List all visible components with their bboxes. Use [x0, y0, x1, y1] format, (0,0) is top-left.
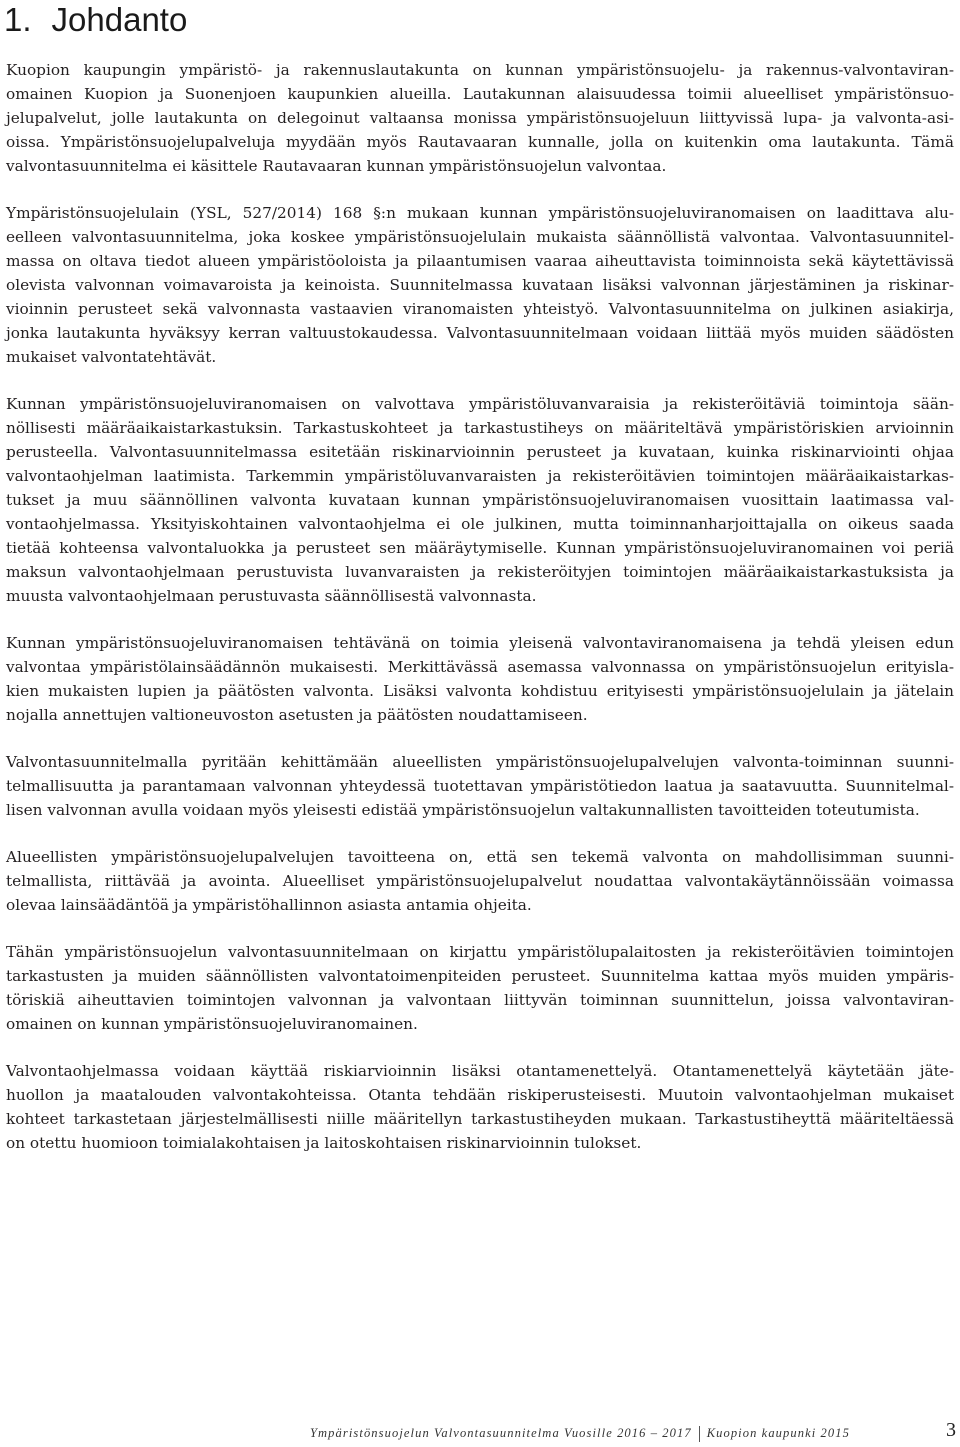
text-line: tarkastusten ja muiden säännöllisten valvontatoimenpiteiden perusteet. Suunnitelma kattaa myös muiden ympäris-	[6, 967, 954, 985]
paragraph	[6, 1059, 954, 1155]
text-line: eelleen valvontasuunnitelma, joka koskee ympäristönsuojelulain mukaista säännöllistä valvontaa. Valvontasuunnitel-	[6, 228, 954, 246]
paragraph	[6, 940, 954, 1036]
text-line: telmallisuutta ja parantamaan valvonnan yhteydessä tuotettavan ympäristötiedon laatua ja saatavuutta. Suunnitelmal-	[6, 777, 954, 795]
footer-separator	[699, 1426, 700, 1442]
footer-document-title: Ympäristönsuojelun Valvontasuunnitelma Vuosille 2016 – 2017	[310, 1426, 692, 1440]
text-line: omainen Kuopion ja Suonenjoen kaupunkien alueilla. Lautakunnan alaisuudessa toimii alueelliset ympäristönsuo-	[6, 85, 954, 103]
text-line: valvontaa ympäristölainsäädännön mukaisesti. Merkittävässä asemassa valvonnassa on ympäristönsuojelun erityisla-	[6, 658, 954, 676]
page-number: 3	[946, 1419, 956, 1441]
section-title: Johdanto	[51, 1, 188, 38]
paragraph	[6, 58, 954, 178]
text-line: valvontaohjelman laatimista. Tarkemmin ympäristöluvanvaraisten ja rekisteröitävien toimintojen määräaikaistarkas-	[6, 467, 954, 485]
text-line: massa on oltava tiedot alueen ympäristöoloista ja pilaantumisen vaaraa aiheuttavista toiminnoista sekä käytettävissä	[6, 252, 954, 270]
text-line: maksun valvontaohjelmaan perustuvista luvanvaraisten ja rekisteröityjen toimintojen määräaikaistarkastuksista ja	[6, 563, 954, 581]
text-line: mukaiset valvontatehtävät.	[6, 348, 217, 366]
section-number: 1.	[4, 1, 32, 38]
section-heading	[4, 0, 187, 40]
text-line: Tähän ympäristönsuojelun valvontasuunnitelmaan on kirjattu ympäristölupalaitosten ja rekisteröitävien toimintojen	[6, 943, 954, 961]
text-line: tietää kohteensa valvontaluokka ja perusteet sen määräytymiselle. Kunnan ympäristönsuojeluviranomainen voi periä	[6, 539, 954, 557]
text-line: Ympäristönsuojelulain (YSL, 527/2014) 168 §:n mukaan kunnan ympäristönsuojeluviranomaisen on laadittava alu-	[6, 204, 954, 222]
document-body	[6, 58, 954, 1178]
text-line: Valvontaohjelmassa voidaan käyttää riskiarvioinnin lisäksi otantamenettelyä. Otantamenettelyä käytetään jäte-	[6, 1062, 954, 1080]
text-line: olevista valvonnan voimavaroista ja keinoista. Suunnitelmassa kuvataan lisäksi valvonnan järjestäminen ja riskinar-	[6, 276, 954, 294]
text-line: kien mukaisten lupien ja päätösten valvonta. Lisäksi valvonta kohdistuu erityisesti ympäristönsuojelulain ja jätelain	[6, 682, 954, 700]
paragraph	[6, 392, 954, 608]
paragraph	[6, 201, 954, 369]
text-line: töriskiä aiheuttavien toimintojen valvonnan ja valvontaan liittyvän toiminnan suunnittelun, joissa valvontaviran-	[6, 991, 954, 1009]
text-line: huollon ja maatalouden valvontakohteissa. Otanta tehdään riskiperusteisesti. Muutoin valvontaohjelman mukaiset	[6, 1086, 954, 1104]
footer-organization: Kuopion kaupunki 2015	[706, 1426, 850, 1440]
text-line: telmallista, riittävää ja avointa. Alueelliset ympäristönsuojelupalvelut noudattaa valvontakäytännöissään voimassa	[6, 872, 954, 890]
text-line: omainen on kunnan ympäristönsuojeluviranomainen.	[6, 1015, 418, 1033]
text-line: nöllisesti määräaikaistarkastuksin. Tarkastuskohteet ja tarkastustiheys on määriteltävä ympäristöriskien arvioinnin	[6, 419, 954, 437]
text-line: lisen valvonnan avulla voidaan myös yleisesti edistää ympäristönsuojelun valtakunnallisten tavoitteiden toteutumista.	[6, 801, 920, 819]
paragraph	[6, 631, 954, 727]
page-footer	[310, 1419, 956, 1447]
text-line: Kuopion kaupungin ympäristö- ja rakennuslautakunta on kunnan ympäristönsuojelu- ja rakennus-valvontaviran-	[6, 61, 954, 79]
paragraph	[6, 845, 954, 917]
text-line: muusta valvontaohjelmaan perustuvasta säännöllisestä valvonnasta.	[6, 587, 537, 605]
text-line: vioinnin perusteet sekä valvonnasta vastaavien viranomaisten yhteistyö. Valvontasuunnitelma on julkinen asiakirja,	[6, 300, 954, 318]
text-line: olevaa lainsäädäntöä ja ympäristöhallinnon asiasta antamia ohjeita.	[6, 896, 532, 914]
paragraph	[6, 750, 954, 822]
text-line: valvontasuunnitelma ei käsittele Rautavaaran kunnan ympäristönsuojelun valvontaa.	[6, 157, 667, 175]
text-line: nojalla annettujen valtioneuvoston asetusten ja päätösten noudattamiseen.	[6, 706, 588, 724]
text-line: jonka lautakunta hyväksyy kerran valtuustokaudessa. Valvontasuunnitelmaan voidaan liittää myös muiden säädösten	[6, 324, 954, 342]
text-line: Valvontasuunnitelmalla pyritään kehittämään alueellisten ympäristönsuojelupalvelujen valvonta-toiminnan suunni-	[6, 753, 954, 771]
text-line: tukset ja muu säännöllinen valvonta kuvataan kunnan ympäristönsuojeluviranomaisen vuosittain laatimassa val-	[6, 491, 954, 509]
text-line: kohteet tarkastetaan järjestelmällisesti niille määritellyn tarkastustiheyden mukaan. Tarkastustiheyttä määriteltäessä	[6, 1110, 954, 1128]
text-line: Alueellisten ympäristönsuojelupalvelujen tavoitteena on, että sen tekemä valvonta on mahdollisimman suunni-	[6, 848, 954, 866]
text-line: vontaohjelmassa. Yksityiskohtainen valvontaohjelma ei ole julkinen, mutta toiminnanharjoittajalla on oikeus saada	[6, 515, 954, 533]
text-line: jelupalvelut, jolle lautakunta on delegoinut valtaansa monissa ympäristönsuojeluun liittyvissä lupa- ja valvonta-asi-	[6, 109, 954, 127]
text-line: perusteella. Valvontasuunnitelmassa esitetään riskinarvioinnin perusteet ja kuvataan, kuinka riskinarviointi ohjaa	[6, 443, 954, 461]
text-line: oissa. Ympäristönsuojelupalveluja myydään myös Rautavaaran kunnalle, jolla on kuitenkin oma lautakunta. Tämä	[6, 133, 954, 151]
text-line: Kunnan ympäristönsuojeluviranomaisen on valvottava ympäristöluvanvaraisia ja rekisteröitäviä toimintoja sään-	[6, 395, 954, 413]
text-line: Kunnan ympäristönsuojeluviranomaisen tehtävänä on toimia yleisenä valvontaviranomaisena ja tehdä yleisen edun	[6, 634, 954, 652]
text-line: on otettu huomioon toimialakohtaisen ja laitoskohtaisen riskinarvioinnin tulokset.	[6, 1134, 642, 1152]
